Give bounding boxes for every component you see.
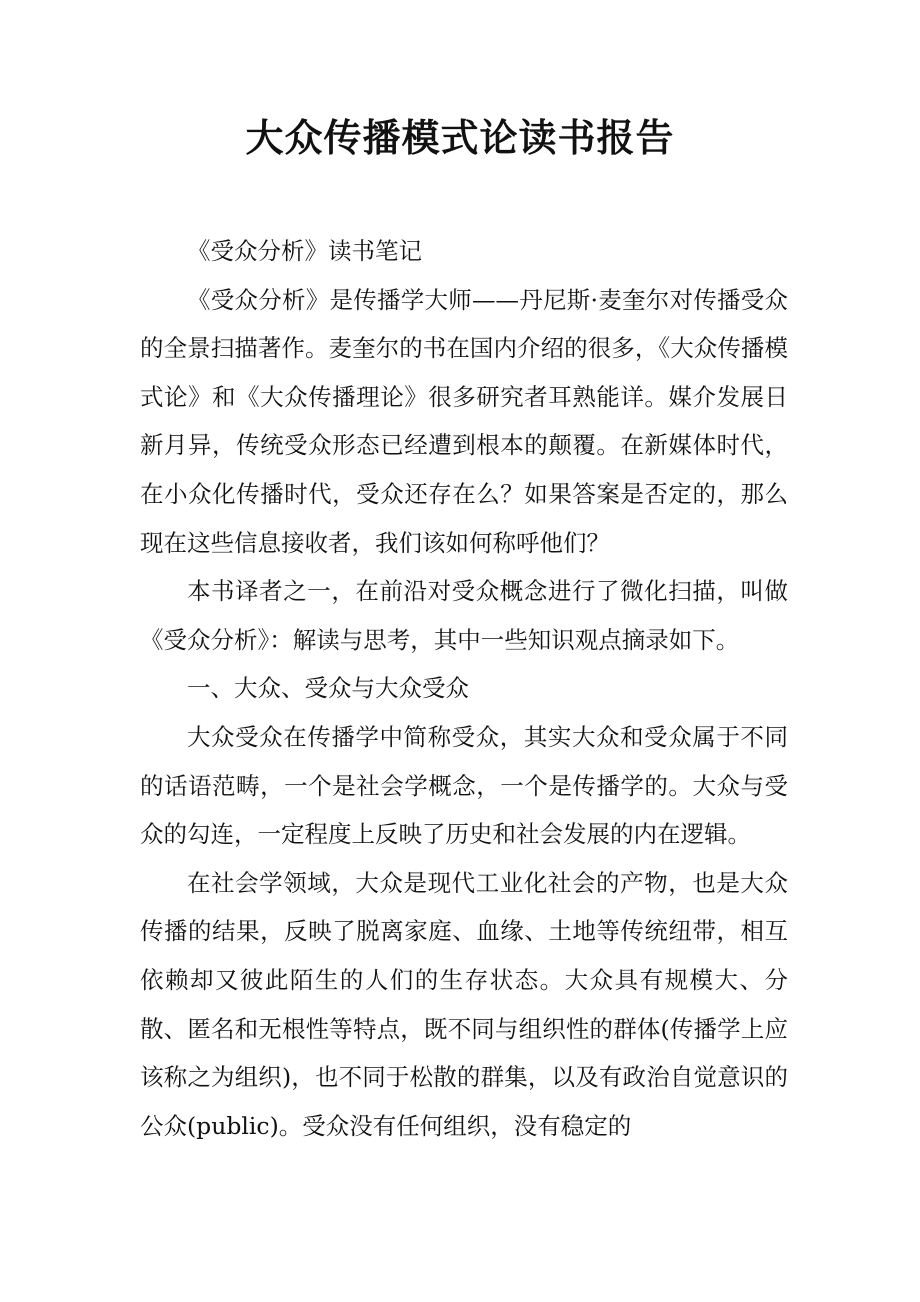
document-title: 大众传播模式论读书报告 xyxy=(245,115,675,160)
paragraph: 在社会学领域，大众是现代工业化社会的产物，也是大众传播的结果，反映了脱离家庭、血缘、土地等传统纽带，相互依赖却又彼此陌生的人们的生存状态。大众具有规模大、分散、匿名和无根性等特点，既不同与组织性的群体(传播学上应该称之为组织)，也不同于松散的群集，以及有政治自觉意识的公众(public)。受众没有任何组织，没有稳定的 xyxy=(140,868,788,1140)
paragraph: 《受众分析》是传播学大师——丹尼斯·麦奎尔对传播受众的全景扫描著作。麦奎尔的书在国内介绍的很多，《大众传播模式论》和《大众传播理论》很多研究者耳熟能详。媒介发展日新月异，传统受众形态已经遭到根本的颠覆。在新媒体时代，在小众化传播时代，受众还存在么？如果答案是否定的，那么现在这些信息接收者，我们该如何称呼他们？ xyxy=(140,285,788,557)
paragraph: 本书译者之一，在前沿对受众概念进行了微化扫描，叫做《受众分析》：解读与思考，其中一些知识观点摘录如下。 xyxy=(140,577,788,654)
paragraph-subtitle: 《受众分析》读书笔记 xyxy=(187,237,422,265)
document-body xyxy=(140,227,788,1150)
paragraph: 大众受众在传播学中简称受众，其实大众和受众属于不同的话语范畴，一个是社会学概念，一个是传播学的。大众与受众的勾连，一定程度上反映了历史和社会发展的内在逻辑。 xyxy=(140,722,788,849)
section-heading: 一、大众、受众与大众受众 xyxy=(187,674,469,703)
